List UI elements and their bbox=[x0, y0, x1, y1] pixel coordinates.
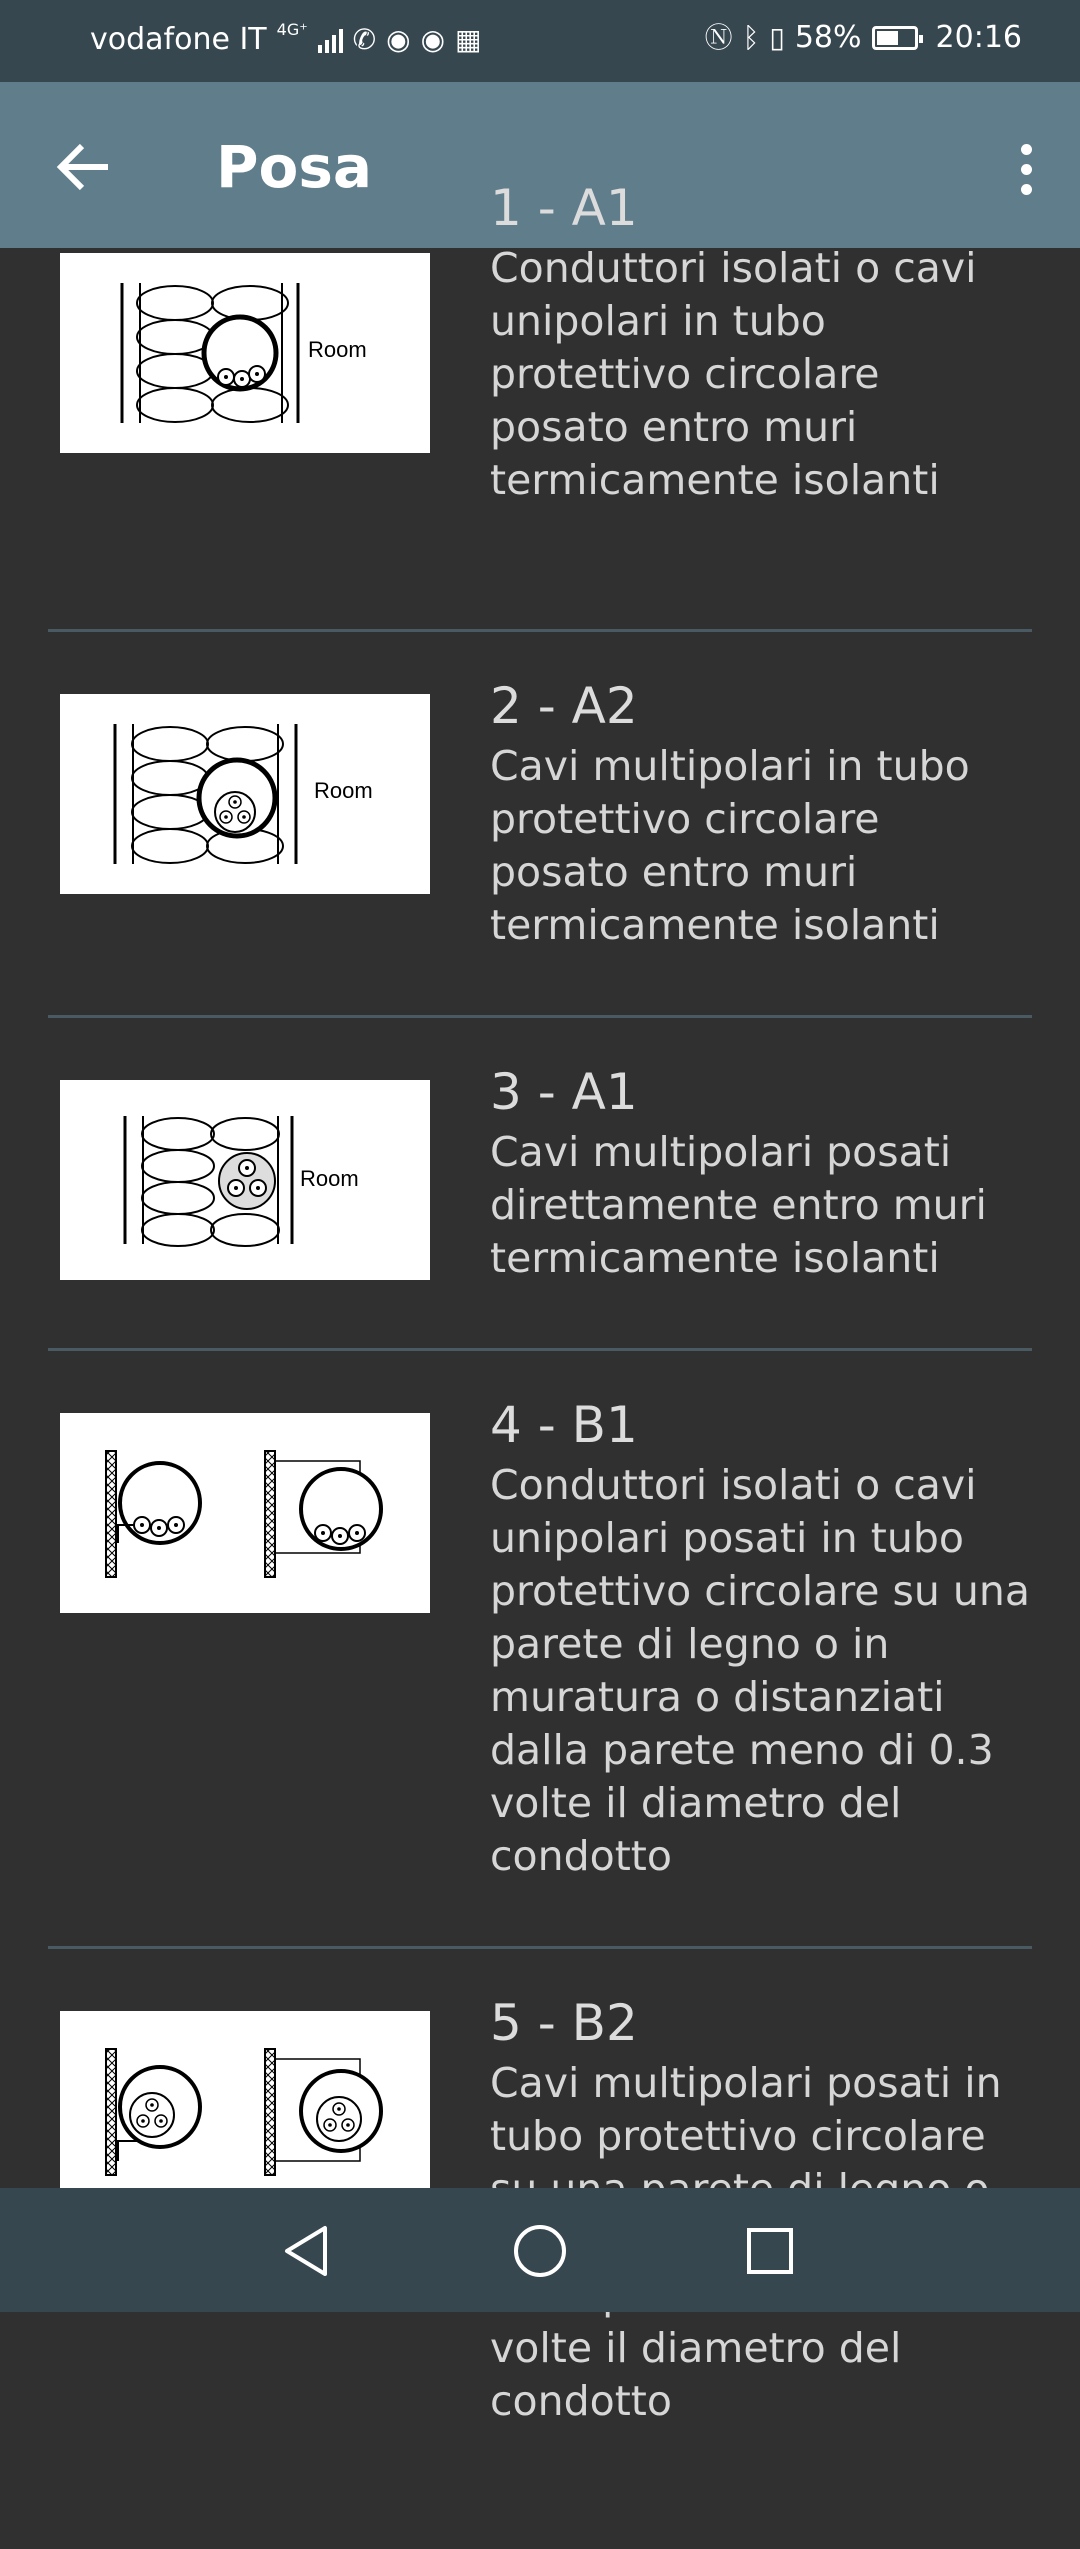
room-label: Room bbox=[300, 1166, 359, 1191]
triangle-back-icon bbox=[273, 2216, 343, 2286]
clock: 20:16 bbox=[935, 20, 1022, 55]
installation-image bbox=[60, 253, 430, 453]
system-nav-bar bbox=[0, 2188, 1080, 2312]
page-title: Posa bbox=[216, 133, 373, 201]
item-title: 4 - B1 bbox=[490, 1396, 638, 1454]
status-right bbox=[705, 20, 1022, 55]
item-description: Cavi multipolari in tubo protettivo circolare posato entro muri termicamente isolanti bbox=[490, 742, 970, 949]
network-label: 4G⁺ bbox=[276, 20, 308, 39]
item-title: 5 - B2 bbox=[490, 1994, 638, 2052]
battery-fill bbox=[877, 31, 898, 45]
missed-call-icon: ✆ bbox=[352, 22, 377, 56]
installation-diagram bbox=[60, 1080, 430, 1280]
status-bar bbox=[0, 0, 1080, 82]
item-text bbox=[490, 178, 1030, 507]
chrome-icon: ◉ bbox=[386, 22, 411, 56]
installation-image bbox=[60, 694, 430, 894]
nav-back-button[interactable] bbox=[273, 2216, 343, 2286]
item-text bbox=[490, 1395, 1030, 1883]
battery-percent: 58% bbox=[794, 20, 862, 55]
list-item[interactable] bbox=[0, 179, 1080, 632]
list-viewport[interactable] bbox=[0, 179, 1080, 2425]
item-description: Conduttori isolati o cavi unipolari posati in tubo protettivo circolare su una parete di legno o in muratura o distanziati dalla parete meno di 0.3 volte il diametro del condotto bbox=[490, 1461, 1031, 1880]
item-text bbox=[490, 676, 1030, 952]
signal-icon bbox=[318, 27, 343, 53]
vibrate-icon: ▯ bbox=[769, 20, 785, 54]
list-item[interactable] bbox=[0, 1018, 1080, 1351]
item-description: Conduttori isolati o cavi unipolari in tubo protettivo circolare posato entro muri termicamente isolanti bbox=[490, 244, 977, 504]
list-item[interactable] bbox=[0, 1351, 1080, 1949]
installation-diagram bbox=[60, 2011, 430, 2211]
carrier-label: vodafone IT bbox=[90, 22, 267, 57]
item-title: 3 - A1 bbox=[490, 1063, 638, 1121]
item-title: 1 - A1 bbox=[490, 179, 638, 237]
item-text bbox=[490, 1062, 1030, 1285]
square-recent-icon bbox=[735, 2216, 805, 2286]
item-description: Cavi multipolari posati in tubo protettivo circolare volte il diametro del condotto bbox=[490, 2059, 1002, 2425]
circle-home-icon bbox=[505, 2216, 575, 2286]
nav-recent-button[interactable] bbox=[735, 2216, 805, 2286]
bluetooth-icon: ᛒ bbox=[742, 20, 760, 54]
chrome-icon-2: ◉ bbox=[420, 22, 446, 56]
installation-image bbox=[60, 2011, 430, 2211]
gallery-icon: ▦ bbox=[455, 22, 482, 56]
installation-image bbox=[60, 1080, 430, 1280]
nav-home-button[interactable] bbox=[505, 2216, 575, 2286]
item-description: Cavi multipolari posati direttamente entro muri termicamente isolanti bbox=[490, 1128, 987, 1282]
installation-diagram bbox=[60, 1413, 430, 1613]
installation-diagram bbox=[60, 694, 430, 894]
list-item[interactable] bbox=[0, 632, 1080, 1018]
room-label: Room bbox=[308, 337, 367, 362]
more-vert-icon bbox=[1021, 144, 1032, 155]
room-label: Room bbox=[314, 778, 373, 803]
installation-diagram bbox=[60, 253, 430, 453]
battery-icon bbox=[872, 26, 918, 50]
item-title: 2 - A2 bbox=[490, 677, 638, 735]
status-left bbox=[90, 22, 481, 57]
nfc-icon: Ⓝ bbox=[704, 20, 733, 54]
installation-image bbox=[60, 1413, 430, 1613]
